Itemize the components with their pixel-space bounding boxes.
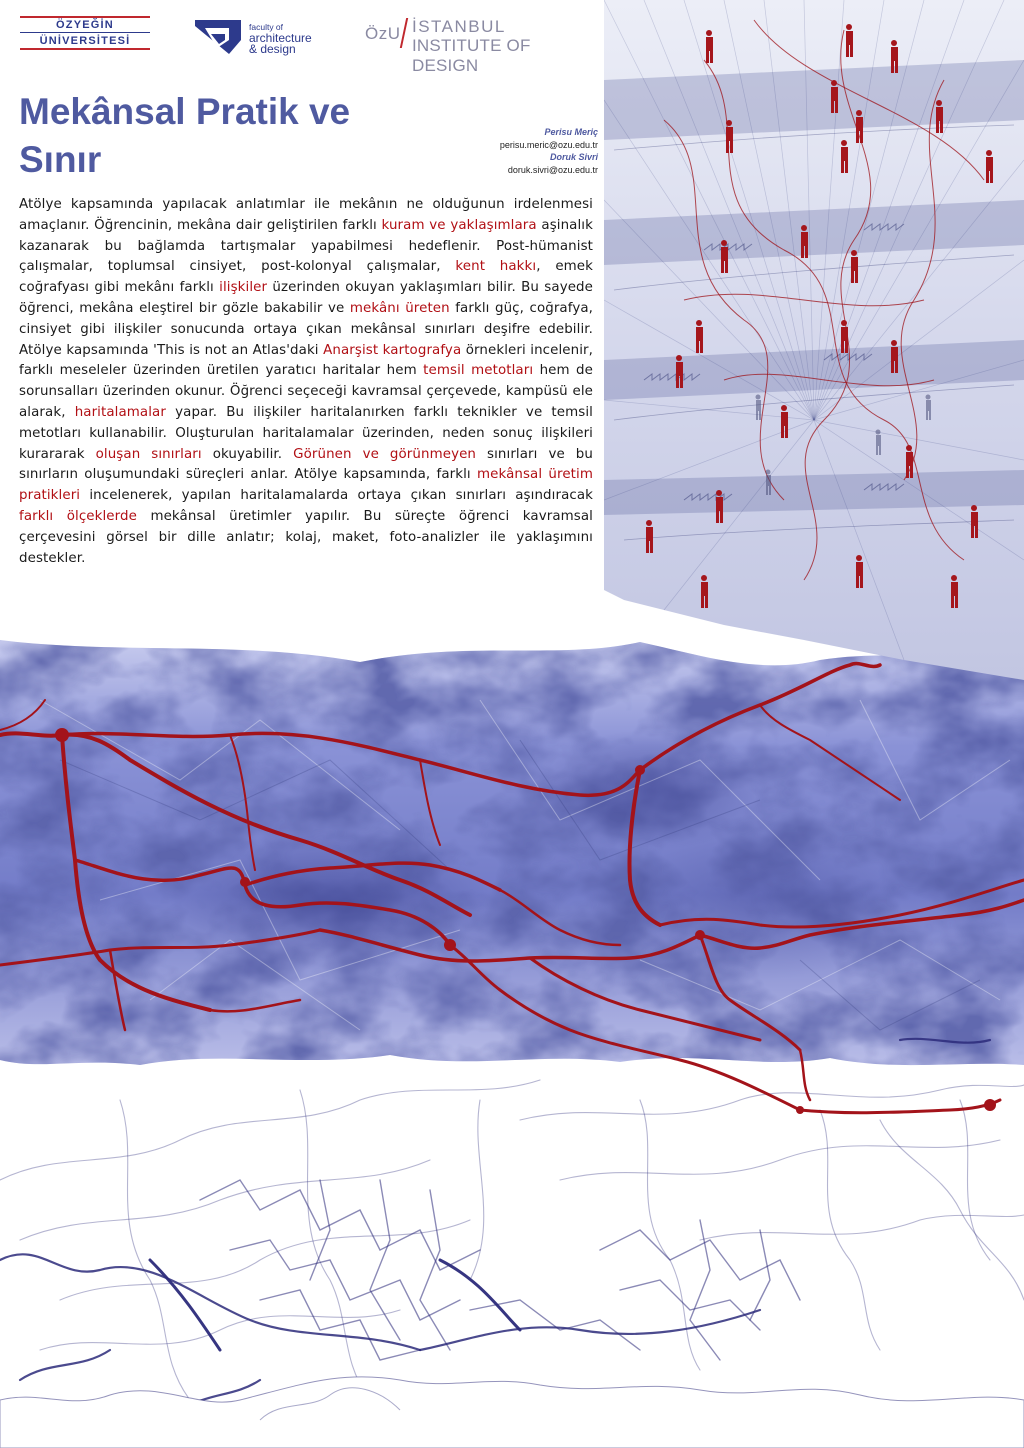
highlight-term: Görünen ve görünmeyen [293, 446, 477, 462]
highlight-term: kent hakkı [455, 259, 537, 275]
body-text-segment: sınırları ve bu sınırların oluşumundaki süreçleri anlar. Atölye kapsamında, farklı [19, 446, 593, 483]
author-name: Perisu Meriç [544, 127, 598, 137]
author-email: perisu.meric@ozu.edu.tr [499, 139, 598, 150]
body-text-segment: , emek coğrafyası gibi mekânı farklı [19, 259, 593, 296]
faculty-line2: architecture [249, 31, 312, 45]
body-text-segment: üzerinden okuyan yaklaşımları bilir. Bu sayede öğrenci, mekâna eleştirel bir gözle bakabilir ve [19, 280, 593, 316]
highlight-term: temsil metotları [423, 363, 534, 379]
faculty-logo [195, 20, 345, 60]
faculty-mark-icon [195, 20, 245, 56]
institute-line2: INSTITUTE OF DESIGN [412, 36, 531, 75]
body-paragraph [19, 195, 593, 569]
institute-logo [365, 14, 575, 75]
highlight-term: mekânı üreten [349, 300, 450, 316]
highlight-term: haritalamalar [74, 404, 166, 420]
highlight-term: mekânsal üretim pratikleri [19, 467, 593, 504]
ozyegin-logo [20, 16, 150, 50]
institute-line1: İSTANBUL [412, 17, 506, 36]
body-text-segment: okuyabilir. [201, 446, 294, 462]
body-text-segment: farklı güç, coğrafya, cinsiyet gibi ilişkiler sonucunda ortaya çıkan mekânsal sınırları deşifre edebilir. Atölye kapsamında 'This is not an Atlas'daki [19, 300, 594, 358]
faculty-line3: & design [249, 42, 296, 56]
body-text-segment: mekânsal üretimler yapılır. Bu süreçte öğrenci kavramsal çerçevesini görsel bir dille anlatır; kolaj, maket, foto-analizler ile yaklaşımını destekler. [19, 508, 593, 566]
logo-text-line2: ÜNİVERSİTESİ [39, 35, 131, 47]
body-text-segment: örnekleri incelenir, farklı meseleler üzerinden üretilen yaratıcı haritalar hem [19, 342, 594, 379]
faculty-line1: faculty of [249, 22, 284, 32]
body-text-segment: yapar. Bu ilişkiler haritalanırken farklı teknikler ve temsil metotları kullanabilir. Oluşturulan haritalamalar üzerinden, neden sonuç ilişkileri kurararak [19, 404, 593, 462]
highlight-term: kuram ve yaklaşımlara [381, 217, 537, 233]
author-name: Doruk Sivri [549, 152, 598, 163]
body-text-segment: Atölye kapsamında yapılacak anlatımlar ile mekânın ne olduğunun irdelenmesi amaçlanır. Öğrencinin, mekâna dair geliştirilen farklı [19, 197, 593, 233]
logo-text-line1: ÖZYEĞİN [56, 19, 114, 31]
highlight-term: oluşan sınırları [95, 446, 202, 462]
highlight-term: Anarşist kartografya [323, 342, 462, 358]
institute-prefix: ÖzU [365, 24, 401, 43]
highlight-term: farklı ölçeklerde [19, 508, 137, 524]
faculty-logo-text [249, 22, 349, 55]
institute-slash [400, 18, 408, 48]
author-block [430, 126, 598, 176]
body-text-segment: incelenerek, yapılan haritalamalarda ortaya çıkan sınırları aşındıracak [80, 488, 593, 504]
body-text-segment: aşinalık kazanarak bu bağlamda tartışmalar yapabilmesi hedeflenir. Post-hümanist çalışmalar, toplumsal cinsiyet, post-kolonyal çalışmalar, [19, 217, 593, 275]
author-email: doruk.sivri@ozu.edu.tr [507, 164, 598, 175]
collage-illustration [604, 0, 1024, 680]
logo-rule-bottom [20, 48, 150, 50]
highlight-term: ilişkiler [219, 280, 268, 296]
body-text-segment: hem de sorunsalları üzerinden okunur. Öğrenci seçeceği kavramsal çerçevede, kampüsü ele alarak, [19, 363, 593, 420]
logo-rule-top [20, 16, 150, 18]
poster-title: Mekânsal Pratik ve Sınır [19, 91, 351, 180]
logo-rule-middle [20, 32, 150, 33]
